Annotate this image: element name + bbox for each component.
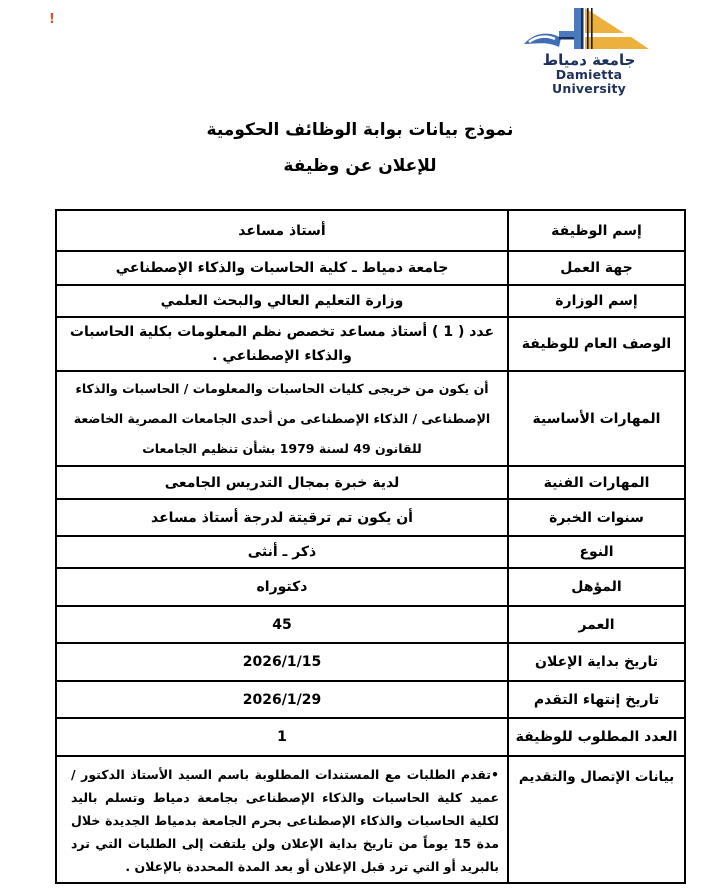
- table-row: [56, 499, 685, 536]
- row-value: جامعة دمياط ـ كلية الحاسبات والذكاء الإصطناعي: [56, 251, 508, 285]
- logo-sail-stripe: [591, 8, 593, 49]
- table-row: [56, 643, 685, 681]
- row-value: عدد ( 1 ) أستاذ مساعد تخصص نظم المعلومات بكلية الحاسبات والذكاء الإصطناعي .: [56, 317, 508, 371]
- row-label: المؤهل: [508, 568, 685, 606]
- row-label: المهارات الفنية: [508, 466, 685, 499]
- row-label: إسم الوزارة: [508, 285, 685, 317]
- university-logo: [518, 6, 660, 96]
- logo-flag-shadow: [559, 37, 574, 40]
- page-subtitle: للإعلان عن وظيفة: [283, 156, 437, 176]
- row-value: ذكر ـ أنثى: [56, 536, 508, 568]
- row-label: العدد المطلوب للوظيفة: [508, 718, 685, 756]
- row-label: الوصف العام للوظيفة: [508, 317, 685, 371]
- row-value: 2026/1/29: [56, 681, 508, 718]
- table-row: [56, 536, 685, 568]
- table-row: [56, 568, 685, 606]
- table-row: [56, 317, 685, 371]
- page-title: نموذج بيانات بوابة الوظائف الحكومية: [206, 120, 514, 140]
- logo-sailboat-icon: [519, 6, 659, 52]
- logo-arabic-name: جامعة دمياط: [542, 51, 636, 69]
- table-row: [56, 718, 685, 756]
- table-row: [56, 756, 685, 883]
- row-label: سنوات الخبرة: [508, 499, 685, 536]
- row-label: تاريخ بداية الإعلان: [508, 643, 685, 681]
- logo-flag: [559, 31, 574, 38]
- logo-mast-shadow: [581, 8, 584, 49]
- logo-sail-stripe: [587, 8, 589, 49]
- row-label: تاريخ إنتهاء التقدم: [508, 681, 685, 718]
- row-label: بيانات الإتصال والتقديم: [508, 756, 685, 883]
- logo-sail-upper: [585, 8, 624, 33]
- job-form-table: [55, 209, 686, 884]
- row-value: •تقدم الطلبات مع المستندات المطلوبة باسم السيد الأستاذ الدكتور / عميد كلية الحاسبات والذكاء الإصطناعى بجامعة دمياط وتسلم باليد لكلية الحاسبات والذكاء الإصطناعى بحرم الجامعة بدمياط الجديدة خلال مدة 15 يوماً من تاريخ بداية الإعلان ولن يلتفت إلى الطلبات التي ترد بالبريد أو التي ترد قبل الإعلان أو بعد المدة المحددة بالإعلان .: [56, 756, 508, 883]
- row-value: 1: [56, 718, 508, 756]
- logo-sail-lower: [585, 37, 649, 49]
- table-row: [56, 285, 685, 317]
- alert-mark: !: [49, 12, 55, 27]
- row-label: إسم الوظيفة: [508, 210, 685, 251]
- row-label: جهة العمل: [508, 251, 685, 285]
- row-label: النوع: [508, 536, 685, 568]
- row-value: لدية خبرة بمجال التدريس الجامعى: [56, 466, 508, 499]
- row-value: أن يكون تم ترقيتة لدرجة أستاذ مساعد: [56, 499, 508, 536]
- row-value: أن يكون من خريجى كليات الحاسبات والمعلومات / الحاسبات والذكاء الإصطناعى / الذكاء الإصطناعى من أحدى الجامعات المصرية الخاضعة للقانون 49 لسنة 1979 بشأن تنظيم الجامعات: [56, 371, 508, 466]
- table-row: [56, 371, 685, 466]
- row-value: وزارة التعليم العالي والبحث العلمي: [56, 285, 508, 317]
- row-value: دكتوراه: [56, 568, 508, 606]
- table-row: [56, 466, 685, 499]
- row-value: 45: [56, 606, 508, 643]
- logo-english-name: Damietta University: [552, 67, 626, 96]
- row-label: العمر: [508, 606, 685, 643]
- row-label: المهارات الأساسية: [508, 371, 685, 466]
- logo-mast: [574, 8, 582, 49]
- table-row: [56, 251, 685, 285]
- table-row: [56, 681, 685, 718]
- row-value: أستاذ مساعد: [56, 210, 508, 251]
- row-value: 2026/1/15: [56, 643, 508, 681]
- table-row: [56, 606, 685, 643]
- table-row: [56, 210, 685, 251]
